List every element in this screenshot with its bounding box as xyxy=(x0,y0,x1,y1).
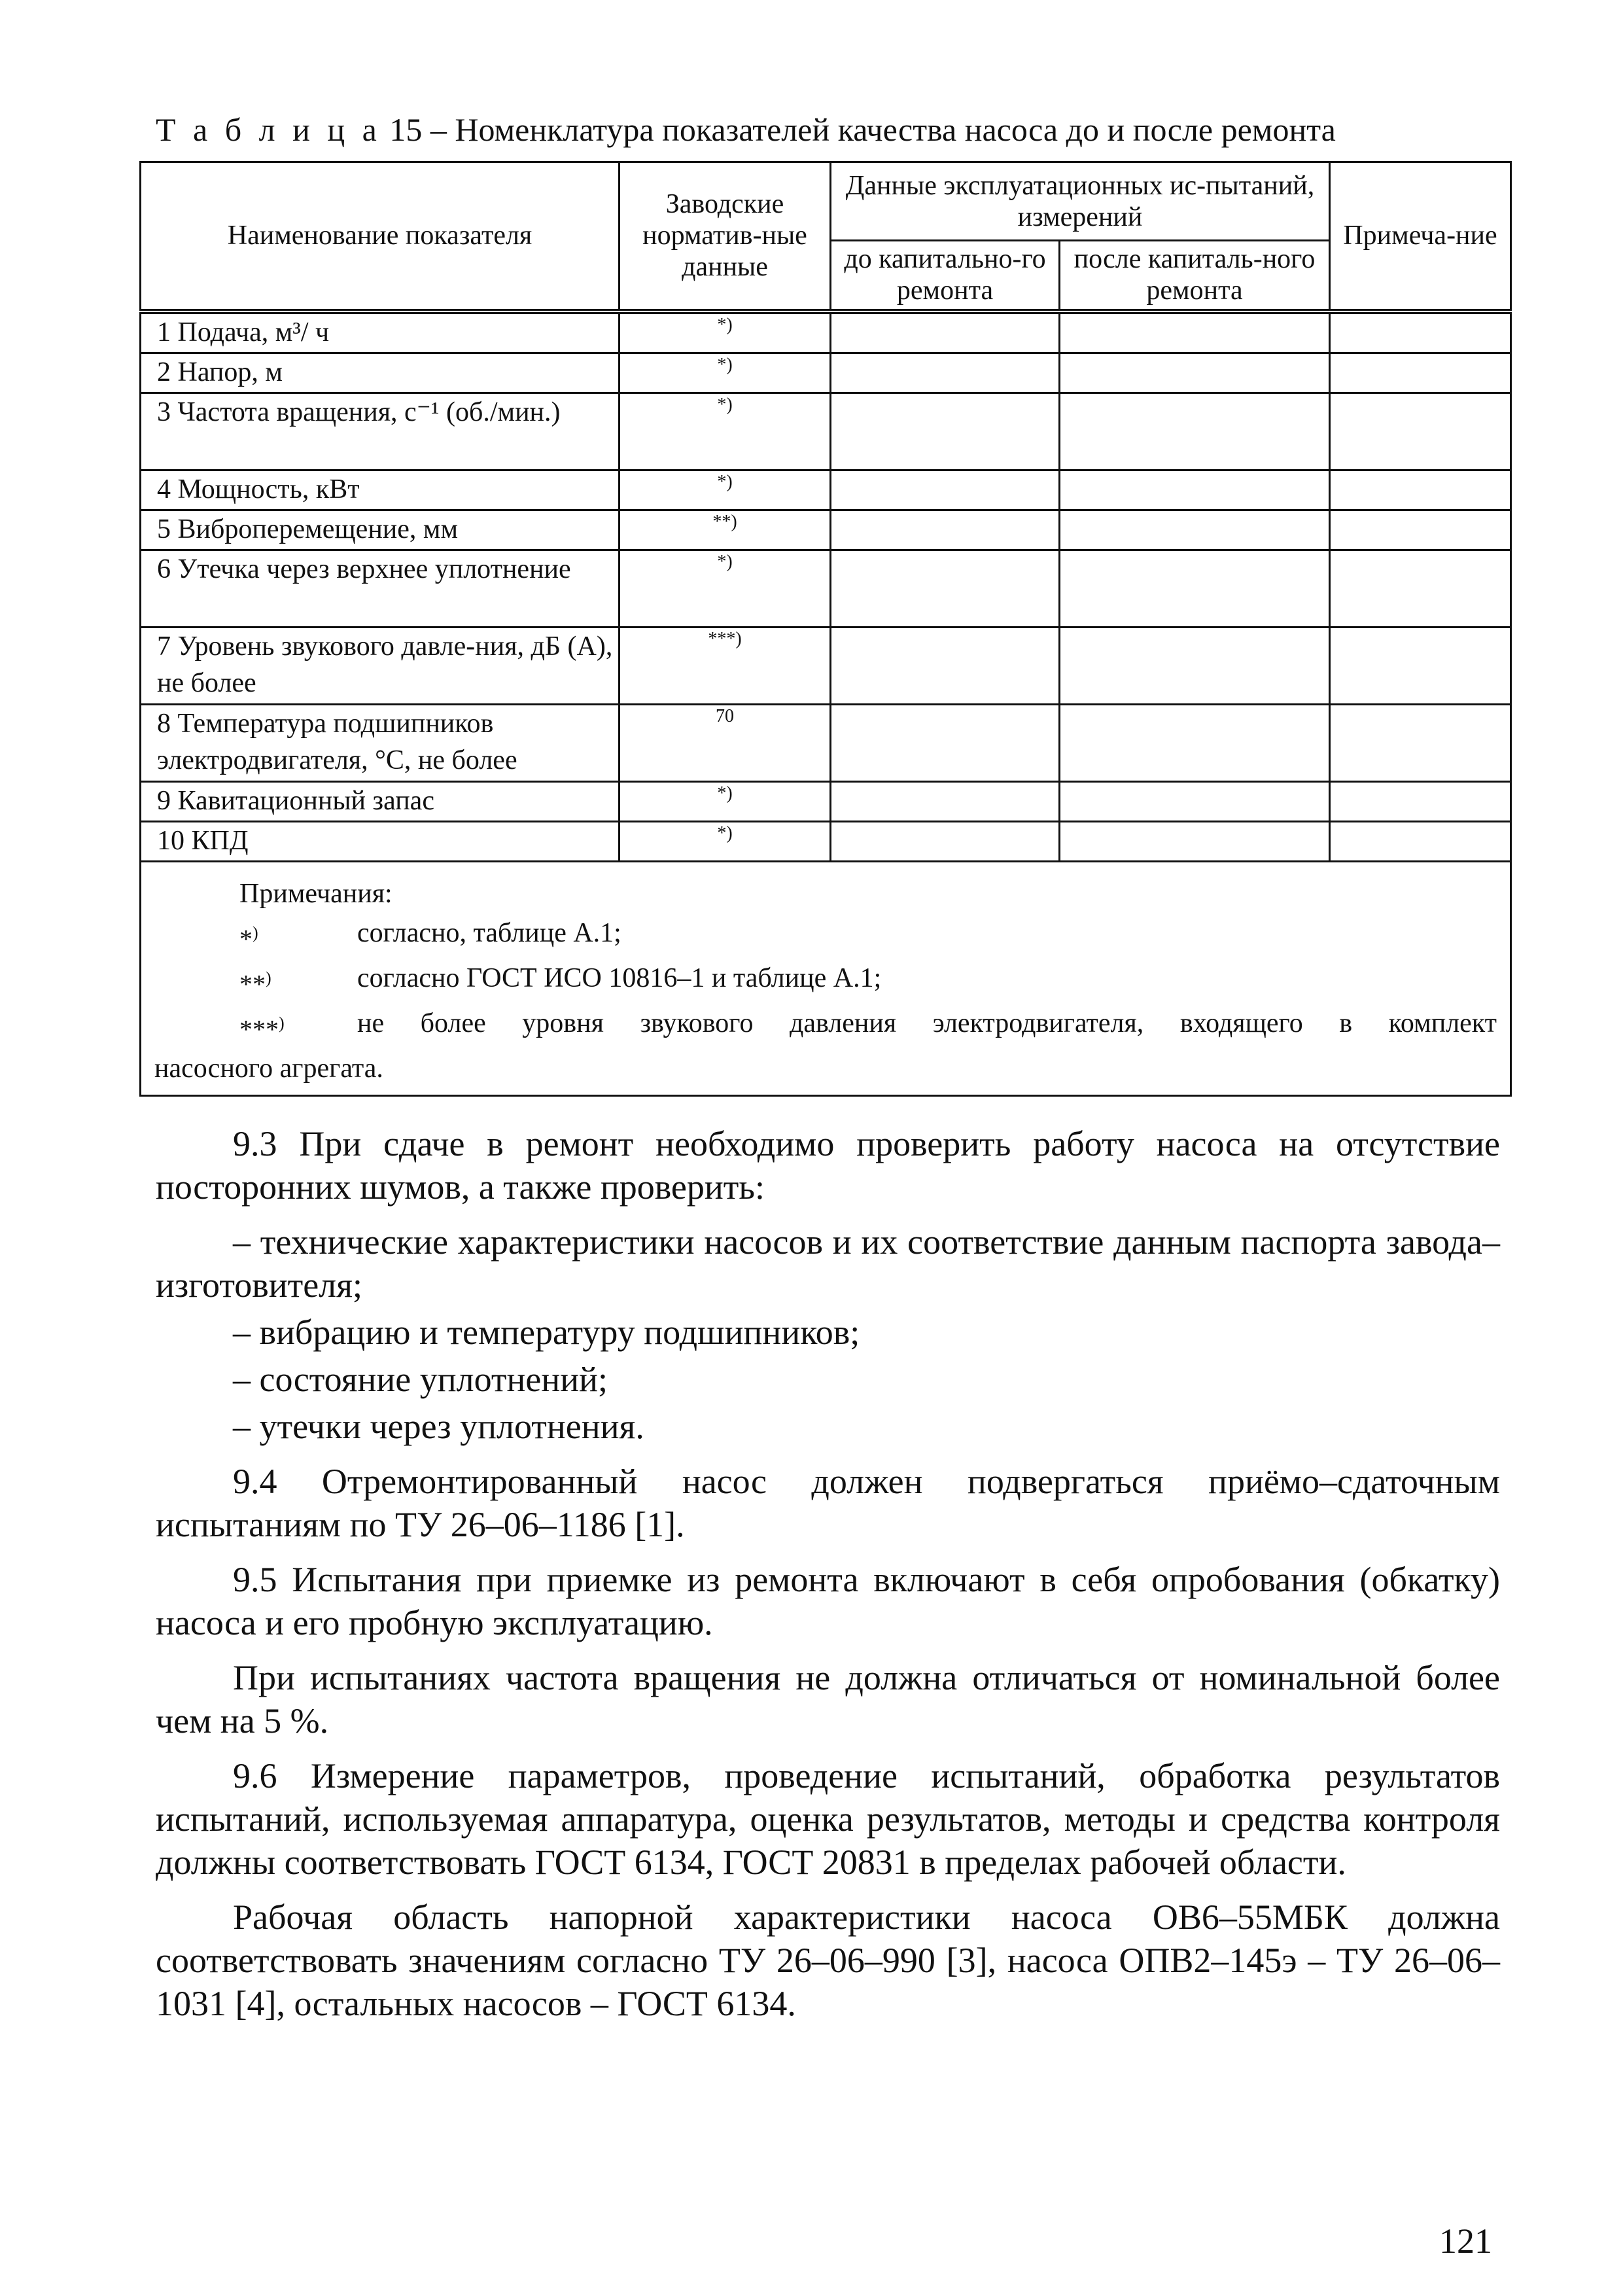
paragraph: 9.4 Отремонтированный насос должен подвергаться приёмо–сдаточным испытаниям по ТУ 26–06–1186 [1]. xyxy=(156,1462,1500,1544)
table-row xyxy=(141,470,1511,510)
table-row xyxy=(141,353,1511,393)
factory-data-cell: *) xyxy=(620,821,831,861)
body-text xyxy=(156,1122,1500,2037)
note-cell xyxy=(1330,393,1511,470)
factory-data-cell: **) xyxy=(620,510,831,550)
note-cell xyxy=(1330,353,1511,393)
note-cell xyxy=(1330,311,1511,353)
header-note: Примеча-ние xyxy=(1330,162,1511,311)
factory-data-cell: *) xyxy=(620,550,831,627)
indicator-name-cell: 8 Температура подшипников электродвигателя, °С, не более xyxy=(141,704,620,781)
table-body xyxy=(141,311,1511,862)
note-text: согласно ГОСТ ИСО 10816–1 и таблице А.1; xyxy=(357,963,882,993)
table-notes xyxy=(141,861,1511,1096)
before-repair-cell xyxy=(831,470,1060,510)
note-cell xyxy=(1330,550,1511,627)
indicator-name-cell: 4 Мощность, кВт xyxy=(141,470,620,510)
factory-data-cell: *) xyxy=(620,311,831,353)
note-cell xyxy=(1330,821,1511,861)
table-caption-text: 15 – Номенклатура показателей качества насоса до и после ремонта xyxy=(381,111,1336,148)
note-tail: насосного агрегата. xyxy=(154,1053,383,1084)
before-repair-cell xyxy=(831,550,1060,627)
factory-data-cell: *) xyxy=(620,781,831,821)
after-repair-cell xyxy=(1060,781,1330,821)
before-repair-cell xyxy=(831,704,1060,781)
paragraph: Рабочая область напорной характеристики насоса ОВ6–55МБК должна соответствовать значениям согласно ТУ 26–06–990 [3], насоса ОПВ2–145э – ТУ 26–06–1031 [4], остальных насосов – ГОСТ 6134. xyxy=(156,1898,1500,2023)
header-before-repair: до капитально-го ремонта xyxy=(831,241,1060,311)
note-cell xyxy=(1330,627,1511,704)
after-repair-cell xyxy=(1060,821,1330,861)
table-row xyxy=(141,510,1511,550)
indicator-name-cell: 9 Кавитационный запас xyxy=(141,781,620,821)
header-name: Наименование показателя xyxy=(141,162,620,311)
indicator-name-cell: 2 Напор, м xyxy=(141,353,620,393)
note-line xyxy=(154,1004,1497,1049)
factory-data-cell: ***) xyxy=(620,627,831,704)
table-row xyxy=(141,821,1511,861)
list-item: – вибрацию и температуру подшипников; xyxy=(233,1313,860,1352)
before-repair-cell xyxy=(831,353,1060,393)
note-text: согласно, таблице А.1; xyxy=(357,917,621,948)
after-repair-cell xyxy=(1060,311,1330,353)
notes-title: Примечания: xyxy=(239,878,393,909)
note-cell xyxy=(1330,470,1511,510)
quality-indicators-table xyxy=(139,161,1512,1097)
factory-data-cell: *) xyxy=(620,393,831,470)
paragraph: При испытаниях частота вращения не должна отличаться от номинальной более чем на 5 %. xyxy=(156,1658,1500,1740)
indicator-name-cell: 1 Подача, м³/ ч xyxy=(141,311,620,353)
factory-data-cell: *) xyxy=(620,470,831,510)
after-repair-cell xyxy=(1060,704,1330,781)
paragraph: 9.5 Испытания при приемке из ремонта включают в себя опробования (обкатку) насоса и его пробную эксплуатацию. xyxy=(156,1560,1500,1642)
factory-data-cell: *) xyxy=(620,353,831,393)
note-cell xyxy=(1330,781,1511,821)
indicator-name-cell: 5 Виброперемещение, мм xyxy=(141,510,620,550)
before-repair-cell xyxy=(831,821,1060,861)
after-repair-cell xyxy=(1060,393,1330,470)
note-line xyxy=(154,913,1497,959)
note-text: не более уровня звукового давления электродвигателя, входящего в комплект xyxy=(357,1008,1497,1039)
header-operational-tests: Данные эксплуатационных ис-пытаний, измерений xyxy=(831,162,1330,241)
table-caption-label: Т а б л и ц а xyxy=(156,111,381,148)
indicator-name-cell: 7 Уровень звукового давле-ния, дБ (А), не более xyxy=(141,627,620,704)
indicator-name-cell: 3 Частота вращения, с⁻¹ (об./мин.) xyxy=(141,393,620,470)
before-repair-cell xyxy=(831,627,1060,704)
table-row xyxy=(141,781,1511,821)
table-caption xyxy=(156,110,1471,149)
factory-data-cell: 70 xyxy=(620,704,831,781)
note-cell xyxy=(1330,704,1511,781)
paragraph: 9.3 При сдаче в ремонт необходимо проверить работу насоса на отсутствие посторонних шумов, а также проверить: xyxy=(156,1124,1500,1207)
after-repair-cell xyxy=(1060,510,1330,550)
note-cell xyxy=(1330,510,1511,550)
before-repair-cell xyxy=(831,510,1060,550)
page-number: 121 xyxy=(1439,2221,1492,2261)
table-row xyxy=(141,393,1511,470)
after-repair-cell xyxy=(1060,627,1330,704)
list-item: – технические характеристики насосов и их соответствие данным паспорта завода–изготовителя; xyxy=(156,1222,1500,1305)
list-item: – утечки через уплотнения. xyxy=(233,1407,644,1446)
note-mark: ***) xyxy=(239,1014,285,1044)
header-after-repair: после капиталь-ного ремонта xyxy=(1060,241,1330,311)
table-row xyxy=(141,311,1511,353)
indicator-name-cell: 10 КПД xyxy=(141,821,620,861)
header-factory-data: Заводские норматив-ные данные xyxy=(620,162,831,311)
paragraph: 9.6 Измерение параметров, проведение испытаний, обработка результатов испытаний, используемая аппаратура, оценка результатов, методы и средства контроля должны соответствовать ГОСТ 6134, ГОСТ 20831 в пределах рабочей области. xyxy=(156,1756,1500,1882)
before-repair-cell xyxy=(831,311,1060,353)
note-mark: *) xyxy=(239,923,258,953)
before-repair-cell xyxy=(831,393,1060,470)
indicator-name-cell: 6 Утечка через верхнее уплотнение xyxy=(141,550,620,627)
note-line xyxy=(154,959,1497,1004)
before-repair-cell xyxy=(831,781,1060,821)
table-row xyxy=(141,704,1511,781)
note-mark: **) xyxy=(239,968,271,999)
list-item: – состояние уплотнений; xyxy=(233,1360,608,1399)
table-row xyxy=(141,550,1511,627)
table-row xyxy=(141,627,1511,704)
after-repair-cell xyxy=(1060,550,1330,627)
after-repair-cell xyxy=(1060,353,1330,393)
after-repair-cell xyxy=(1060,470,1330,510)
